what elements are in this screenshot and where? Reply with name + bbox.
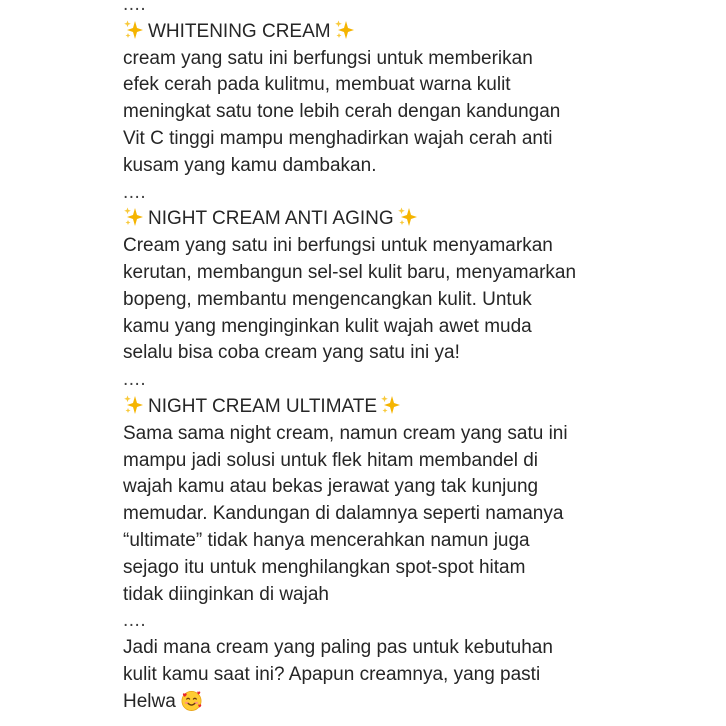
section-heading-night-cream-ultimate: NIGHT CREAM ULTIMATE	[123, 394, 683, 421]
caption-line: sejago itu untuk menghilangkan spot-spot hitam	[123, 556, 526, 578]
caption-line: “ultimate” tidak hanya mencerahkan namun juga	[123, 529, 530, 551]
brand-name: Helwa	[123, 690, 176, 712]
caption-line: kerutan, membangun sel-sel kulit baru, menyamarkan	[123, 261, 577, 283]
caption-line: kulit kamu saat ini? Apapun creamnya, yang pasti	[123, 663, 541, 685]
caption-line: mampu jadi solusi untuk flek hitam membandel di	[123, 449, 539, 471]
caption-text	[123, 0, 683, 716]
caption-line: kamu yang menginginkan kulit wajah awet muda	[123, 315, 532, 337]
caption-line: Cream yang satu ini berfungsi untuk menyamarkan	[123, 235, 553, 257]
caption-line: bopeng, membantu mengencangkan kulit. Untuk	[123, 288, 532, 310]
sparkles-icon	[123, 394, 145, 416]
caption-line: cream yang satu ini berfungsi untuk memberikan	[123, 47, 533, 69]
sparkles-icon	[123, 206, 145, 228]
caption-line: meningkat satu tone lebih cerah dengan kandungan	[123, 101, 561, 123]
caption-line: wajah kamu atau bekas jerawat yang tak kunjung	[123, 476, 539, 498]
caption-line-signoff	[123, 689, 683, 716]
separator-dots: ....	[123, 369, 147, 391]
caption-line: efek cerah pada kulitmu, membuat warna kulit	[123, 74, 511, 96]
caption-line: selalu bisa coba cream yang satu ini ya!	[123, 342, 460, 364]
caption-line: kusam yang kamu dambakan.	[123, 154, 377, 176]
caption-line: Jadi mana cream yang paling pas untuk kebutuhan	[123, 637, 553, 659]
section-heading-whitening-cream: WHITENING CREAM	[123, 19, 683, 46]
caption-line: tidak diinginkan di wajah	[123, 583, 329, 605]
separator-dots: ....	[123, 610, 147, 632]
sparkles-icon	[123, 19, 145, 41]
separator-dots: ....	[123, 0, 147, 15]
sparkles-icon	[334, 19, 356, 41]
smiling-face-with-hearts-icon	[180, 689, 203, 712]
sparkles-icon	[380, 394, 402, 416]
separator-dots: ....	[123, 181, 147, 203]
caption-line: Vit C tinggi mampu menghadirkan wajah cerah anti	[123, 127, 553, 149]
caption-line: Sama sama night cream, namun cream yang satu ini	[123, 422, 568, 444]
sparkles-icon	[397, 206, 419, 228]
caption-line: memudar. Kandungan di dalamnya seperti namanya	[123, 503, 564, 525]
section-heading-night-cream-anti-aging: NIGHT CREAM ANTI AGING	[123, 206, 683, 233]
